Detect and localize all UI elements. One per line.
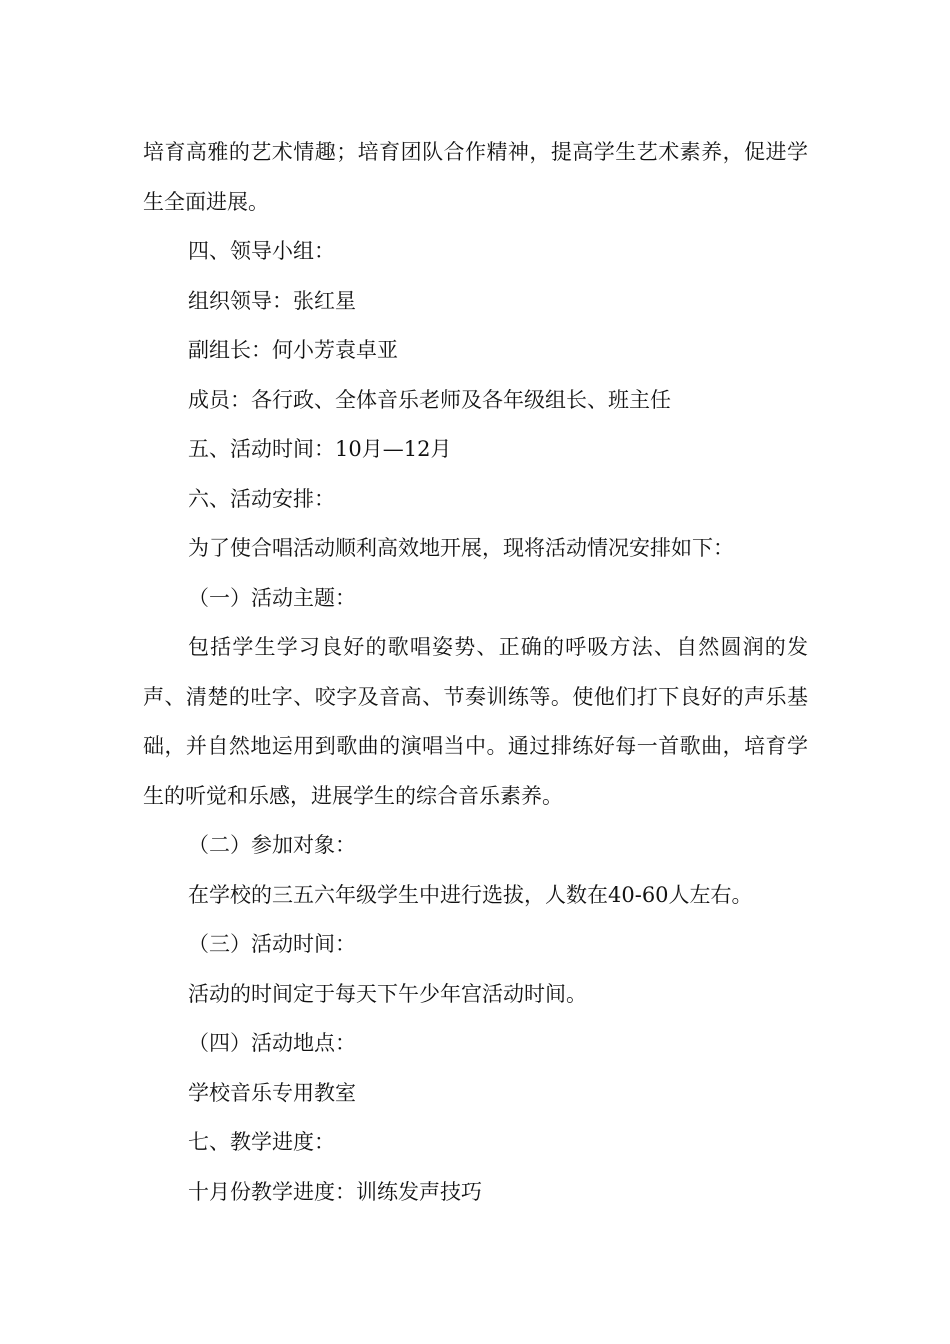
- subheading-activity-schedule: （三）活动时间：: [188, 932, 356, 956]
- paragraph-october-progress: 十月份教学进度：训练发声技巧: [188, 1179, 482, 1204]
- subheading-activity-theme: （一）活动主题：: [188, 585, 356, 610]
- paragraph-goals-continued: 培育高雅的艺术情趣；培育团队合作精神，提高学生艺术素养，促进学生全面进展。: [143, 140, 808, 214]
- heading-leadership-group: 四、领导小组：: [188, 239, 335, 263]
- paragraph-members: 成员：各行政、全体音乐老师及各年级组长、班主任: [188, 387, 671, 412]
- paragraph-arrangement-intro: 为了使合唱活动顺利高效地开展，现将活动情况安排如下：: [188, 536, 734, 560]
- subheading-participants: （二）参加对象：: [188, 833, 356, 857]
- heading-activity-time: 五、活动时间：10月—12月: [188, 437, 452, 461]
- paragraph-organizer: 组织领导：张红星: [188, 288, 356, 313]
- document-body: [143, 128, 808, 1217]
- heading-teaching-progress: 七、教学进度：: [188, 1130, 335, 1154]
- subheading-activity-location: （四）活动地点：: [188, 1031, 356, 1055]
- paragraph-participants: 在学校的三五六年级学生中进行选拔，人数在40-60人左右。: [188, 882, 753, 907]
- paragraph-schedule: 活动的时间定于每天下午少年宫活动时间。: [188, 981, 587, 1006]
- paragraph-theme-details: 包括学生学习良好的歌唱姿势、正确的呼吸方法、自然圆润的发声、清楚的吐字、咬字及音高、节奏训练等。使他们打下良好的声乐基础，并自然地运用到歌曲的演唱当中。通过排练好每一首歌曲，培育学生的听觉和乐感，进展学生的综合音乐素养。: [143, 635, 808, 808]
- heading-activity-arrangement: 六、活动安排：: [188, 486, 335, 511]
- paragraph-location: 学校音乐专用教室: [188, 1080, 356, 1105]
- paragraph-deputy-leaders: 副组长：何小芳袁卓亚: [188, 338, 398, 362]
